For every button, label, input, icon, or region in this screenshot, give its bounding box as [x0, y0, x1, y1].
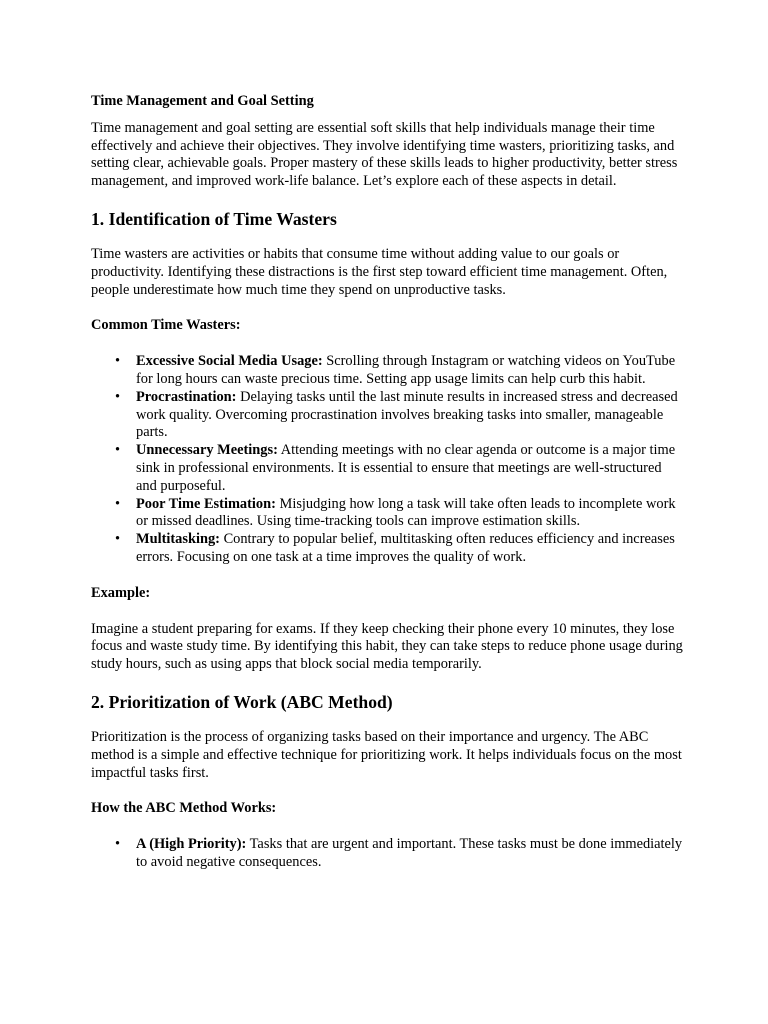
list-item [115, 531, 683, 567]
list-item-text: Delaying tasks until the last minute results in increased stress and decreased work quality. Overcoming procrastination involves breaking tasks into smaller, manageable parts. [136, 388, 678, 441]
list-item [115, 836, 683, 872]
bullet-icon: • [115, 353, 121, 370]
list-item-text: Tasks that are urgent and important. These tasks must be done immediately to avoid negative consequences. [136, 836, 683, 870]
bullet-icon: • [115, 531, 121, 548]
section-2-paragraph: Prioritization is the process of organizing tasks based on their importance and urgency. The ABC method is a simple and effective technique for prioritizing work. It helps individuals focus on the most impactful tasks first. [91, 728, 682, 781]
list-item-text: Contrary to popular belief, multitasking often reduces efficiency and increases errors. Focusing on one task at a time improves the quality of work. [136, 531, 675, 565]
list-item-term: Multitasking: [136, 531, 220, 548]
list-item-term: Unnecessary Meetings: [136, 442, 278, 459]
abc-method-list [91, 836, 683, 872]
list-item-term: Excessive Social Media Usage: [136, 353, 323, 370]
list-item-term: A (High Priority): [136, 836, 247, 853]
list-item-text: Attending meetings with no clear agenda or outcome is a major time sink in professional environments. It is essential to ensure that meetings are well-structured and purposeful. [136, 442, 676, 494]
bullet-icon: • [115, 495, 121, 512]
list-item [115, 353, 683, 389]
section-2-heading: 2. Prioritization of Work (ABC Method) [91, 691, 393, 712]
list-item [115, 495, 683, 532]
example-paragraph: Imagine a student preparing for exams. If they keep checking their phone every 10 minutes, they lose focus and waste study time. By identifying this habit, they can take steps to reduce phone usage during study hours, such as using apps that block social media temporarily. [91, 620, 683, 673]
bullet-icon: • [115, 836, 121, 853]
section-1-paragraph: Time wasters are activities or habits that consume time without adding value to our goals or productivity. Identifying these distractions is the first step toward efficient time management. Often, people underestimate how much time they spend on unproductive tasks. [91, 245, 668, 298]
abc-method-heading: How the ABC Method Works: [91, 800, 277, 817]
list-item-text: Scrolling through Instagram or watching videos on YouTube for long hours can waste precious time. Setting app usage limits can help curb this habit. [136, 353, 676, 387]
document-title: Time Management and Goal Setting [91, 93, 314, 109]
time-wasters-list [91, 353, 683, 567]
example-heading: Example: [91, 584, 151, 601]
list-item [115, 388, 683, 442]
section-1-heading: 1. Identification of Time Wasters [91, 208, 337, 229]
list-item-term: Procrastination: [136, 388, 237, 405]
document-page [91, 93, 683, 890]
list-item [115, 442, 683, 495]
common-time-wasters-heading: Common Time Wasters: [91, 317, 241, 334]
intro-paragraph: Time management and goal setting are essential soft skills that help individuals manage their time effectively and achieve their objectives. They involve identifying time wasters, prioritizing tasks, and setting clear, achievable goals. Proper mastery of these skills leads to higher productivity, better stress management, and improved work-life balance. Let’s explore each of these aspects in detail. [91, 119, 678, 190]
list-item-text: Misjudging how long a task will take often leads to incomplete work or missed deadlines. Using time-tracking tools can improve estimation skills. [136, 495, 676, 530]
bullet-icon: • [115, 388, 121, 405]
list-item-term: Poor Time Estimation: [136, 495, 276, 512]
bullet-icon: • [115, 442, 121, 459]
